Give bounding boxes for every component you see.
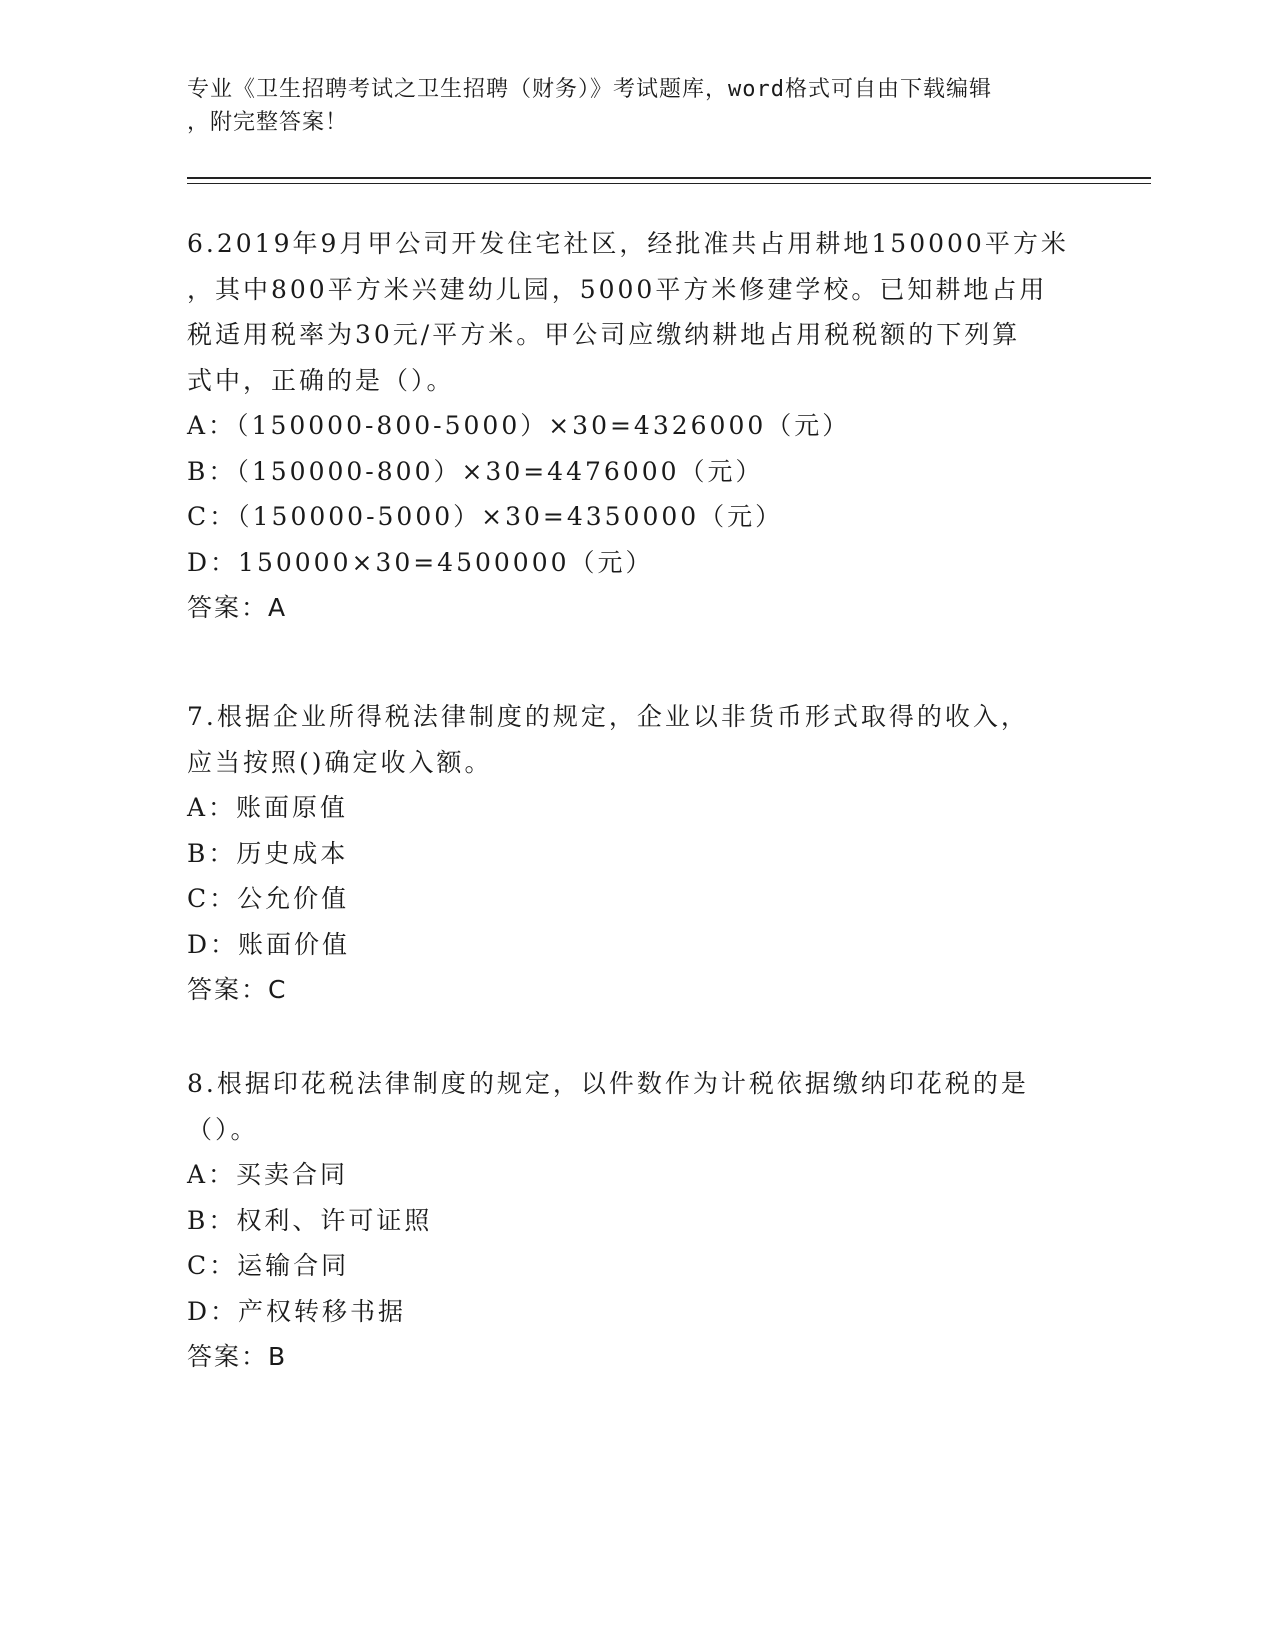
option-d: D：账面价值	[187, 929, 351, 959]
question-7	[187, 694, 1087, 1013]
header-line: 专业《卫生招聘考试之卫生招聘（财务）》考试题库，word格式可自由下载编辑	[187, 77, 992, 102]
answer: 答案：C	[187, 975, 288, 1004]
answer: 答案：A	[187, 593, 288, 622]
option-c: C：运输合同	[187, 1251, 350, 1280]
option-a: A：账面原值	[187, 793, 349, 822]
question-text: 7.根据企业所得税法律制度的规定，企业以非货币形式取得的收入，	[187, 702, 1029, 731]
option-a: A：（150000-800-5000）×30=4326000（元）	[187, 411, 851, 440]
question-text: 6.2019年9月甲公司开发住宅社区，经批准共占用耕地150000平方米	[187, 229, 1069, 258]
question-text: （）。	[187, 1114, 259, 1144]
header-line: ，附完整答案！	[187, 110, 349, 135]
option-c: C：公允价值	[187, 884, 350, 913]
option-d: D：产权转移书据	[187, 1296, 407, 1326]
option-a: A：买卖合同	[187, 1160, 349, 1189]
option-b: B：历史成本	[187, 838, 349, 868]
question-text: 式中，正确的是（）。	[187, 365, 455, 395]
header-divider-thin	[187, 183, 1151, 184]
option-d: D：150000×30=4500000（元）	[187, 547, 654, 577]
question-text: 8.根据印花税法律制度的规定，以件数作为计税依据缴纳印花税的是	[187, 1069, 1029, 1098]
document-header	[187, 73, 1067, 139]
question-8	[187, 1061, 1087, 1380]
option-c: C：（150000-5000）×30=4350000（元）	[187, 502, 784, 531]
question-text: 税适用税率为30元/平方米。甲公司应缴纳耕地占用税税额的下列算	[187, 320, 1021, 349]
option-b: B：权利、许可证照	[187, 1205, 433, 1235]
question-6	[187, 221, 1087, 631]
question-text: ，其中800平方米兴建幼儿园，5000平方米修建学校。已知耕地占用	[187, 274, 1048, 304]
answer: 答案：B	[187, 1342, 288, 1371]
header-divider	[187, 177, 1151, 179]
option-b: B：（150000-800）×30=4476000（元）	[187, 456, 764, 486]
question-text: 应当按照()确定收入额。	[187, 747, 493, 777]
